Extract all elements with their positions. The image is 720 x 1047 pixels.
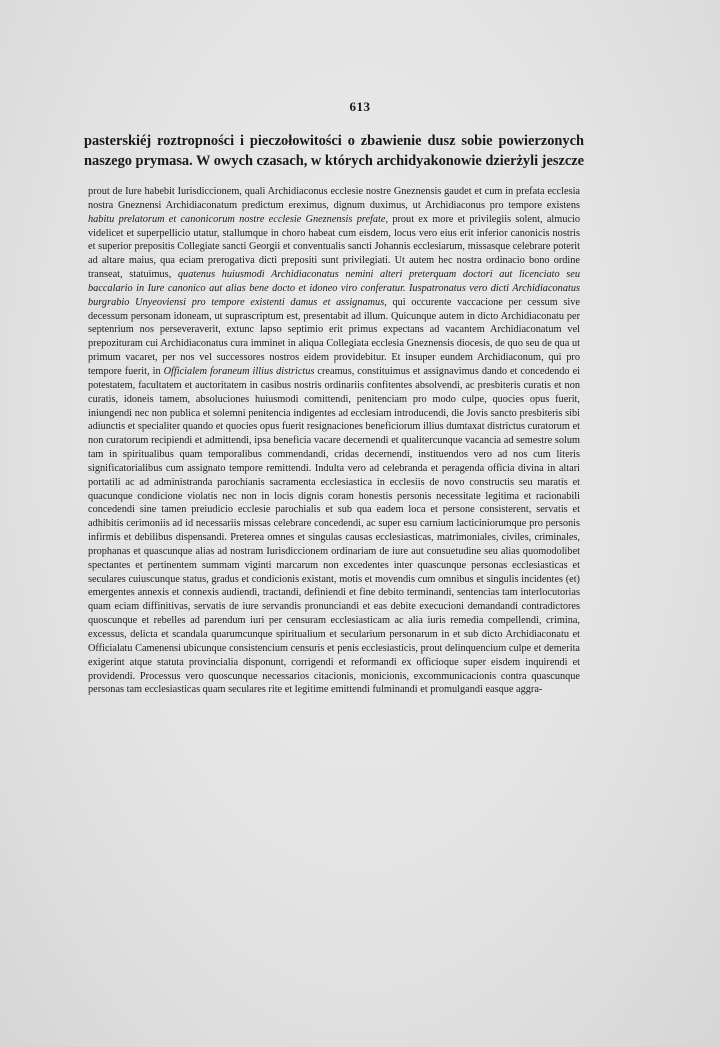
text-segment: creamus, constituimus et assignavimus dando et concedendo ei potestatem, facultatem et auctoritatem in casibus nostris ordinariis confitentes absolvendi, ac presbiteris curatis et non curatis, idoneis tamem, absoluciones huiusmodi comittendi, penitenciam pro modo culpe, quocies opus fuerit, iniungendi nec non publica et solemni penitencia indigentes ad ecclesiam introducendi, die Jovis sancto presbiteris sibi adiunctis et specialiter quando et quocies opus fuerit resignaciones beneficiorum illius dumtaxat districtus curatorum et non curatorum recipiendi et admittendi, ipsa beneficia vacare decernendi et qualitercunque vacancia ad semestre solum tam in spiritualibus quam temporalibus commendandi, cridas decernendi, instituendos vero ad nos cum literis significatorialibus cum assignato tempore remittendi. Indulta vero ad celebranda et peragenda officia divina in altari portatili ac ad administranda parochianis sacramenta ecclesiastica in ecclesiis de novo constructis seu maratis et quacunque condicione violatis nec non in locis dignis coram honestis personis necessitate legitima et racionabili concedendi sine tamen preiudicio ecclesie parochialis et sub qua eadem loca et persone consisterent, servatis et adhibitis cerimoniis ad id necessariis missas celebrare concedendi, ac super esu carnium lacticiniorumque pro personis infirmis et debilibus dispensandi. Preterea omnes et singulas causas ecclesiasticas, matrimoniales, civiles, criminales, prophanas et quascunque alias ad nostram Iurisdiccionem ordinariam de iure aut consuetudine seu alias quomodolibet spectantes et pertinentem summam viginti marcarum non excedentes inter quascunque personas ecclesiasticas et seculares cuiuscunque status, gradus et condicionis existant, motis et movendis cum omnibus et singulis incidentes (et) emergentes annexis et connexis audiendi, tractandi, definiendi et fine debito terminandi, sentencias tam interlocutorias quam eciam diffinitivas, servatis de iure servandis pronunciandi et eas debite execucioni demandandi contradictores quoscunque et rebelles ad parendum iuri per censuram ecclesiasticam ac alia iuris remedia compellendi, crimina, excessus, delicta et scandala quarumcunque spiritualium et secularium personarum in et sub dicto Archidiaconatu et Officialatu Camenensi ubicunque consistencium censuris et penis ecclesiasticis, prout delinquencium culpe et demerita exigerint atque statuta provincialia disponunt, corrigendi et reformandi ex officioque super eisdem inquirendi et providendi. Processus vero quoscunque necessarios citacionis, monicionis, excommunicacionis contra quascunque personas tam ecclesiasticas quam seculares rite et legitime emittendi fulminandi et promulgandi easque aggra-	[88, 365, 580, 696]
polish-intro-paragraph	[84, 131, 584, 171]
latin-charter-text	[88, 185, 580, 697]
italic-segment: habitu prelatorum et canonicorum nostre ecclesie Gneznensis prefate	[88, 213, 386, 225]
italic-segment: Officialem foraneum illius districtus	[163, 365, 315, 377]
text-segment: , qui occurente vaccacione per cessum sive decessum personam idoneam, ut suprascriptum est, presentabit ad illum. Quicunque autem in dicto Archidiaconatu per septenrium nos perseveraverit, extunc lapso septimio erit primus expectans ad vacantem Archidiaconatum vel prepozituram cui Archidiaconatus cura imminet in aliqua Collegiata ecclesia Gneznensis diocesis, de quo seu de qua ut primum vacaret, per nos vel successores nostros eidem providebitur. Et insuper eundem Archidiaconum, qui pro tempore fuerit, in	[88, 296, 581, 377]
intro-line: pasterskiéj roztropności i pieczołowitości o zbawienie dusz sobie powierzonych	[84, 133, 584, 149]
text-segment: prout de Iure habebit Iurisdiccionem, quali Archidiaconus ecclesie nostre Gneznensis gaudet et cum in prefata ecclesia nostra Gneznensi Archidiaconatum predictum ereximus, dignum duximus, ut Archidiaconus pro tempore existens	[88, 186, 580, 211]
page-number: 613	[349, 99, 371, 114]
intro-line: naszego prymasa. W owych czasach, w których archidyakonowie dzierżyli jeszcze	[84, 153, 585, 169]
latin-paragraph	[88, 185, 580, 697]
text-segment: , prout ex more et privilegiis solent, almucio videlicet et superpellicio utatur, stallumque in choro habeat cum eisdem, locus vero eius erit inferior canonicis nostris et superior prepositis Collegiate sancti Georgii et conventualis sancti Johannis ecclesiarum, missasque celebrare poterit ad altare maius, qua eciam prerogativa dicti prepositi sunt privilegiati. Ut autem hec nostra ordinacio bono ordine transeat, statuimus,	[88, 213, 581, 281]
italic-segment: quatenus huiusmodi Archidiaconatus nemini alteri preterquam doctori aut licenciato seu baccalario in Iure canonico aut alias bene docto et idoneo viro conferatur. Iuspatronatus vero dicti Archidiaconatus burgrabio Unyeoviensi pro tempore existenti damus et assignamus	[88, 269, 580, 308]
